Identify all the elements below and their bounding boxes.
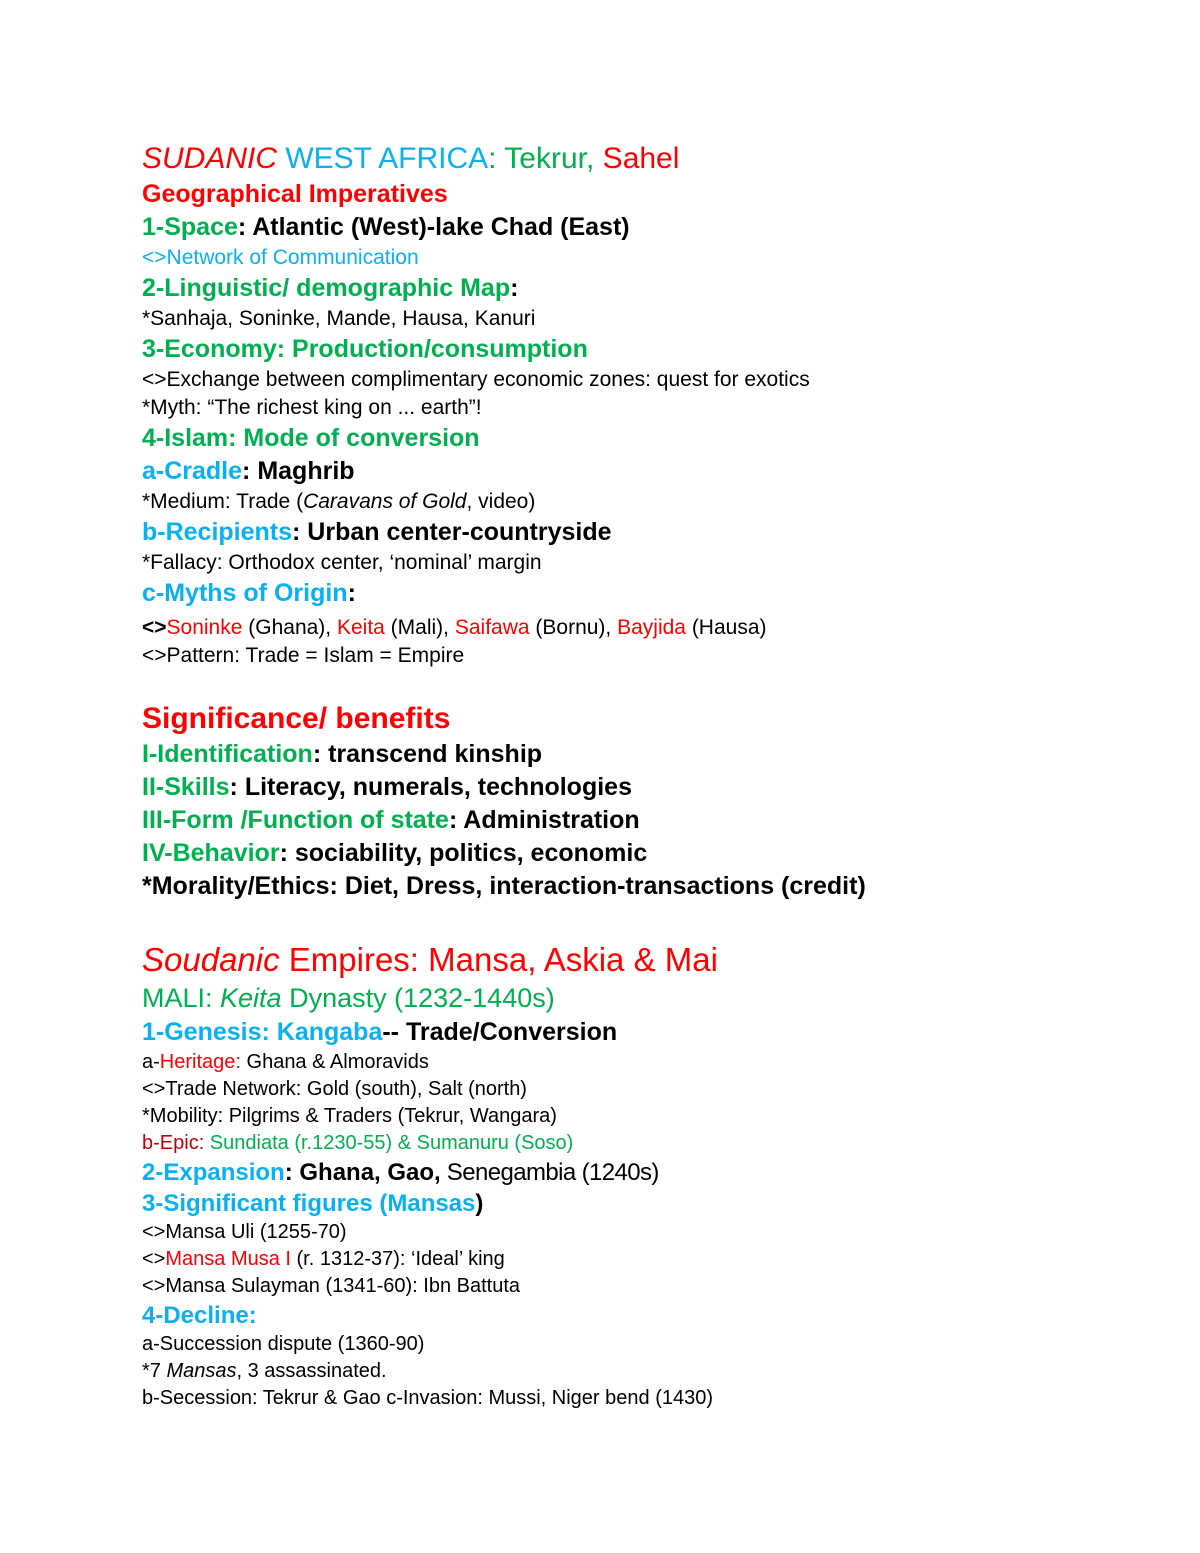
line-economy: 3-Economy: Production/consumption [142, 335, 588, 363]
text-genesis: -- Trade/Conversion [382, 1018, 618, 1046]
heritage-a: a- [142, 1051, 160, 1073]
origin-ghana: (Ghana), [242, 616, 337, 639]
line-expansion [142, 1157, 1152, 1188]
line-significant-figures [142, 1188, 1152, 1219]
title-west-africa: WEST AFRICA [277, 142, 489, 175]
line-origins [142, 614, 1152, 642]
title-soudanic: Soudanic [142, 941, 280, 978]
line-myths-of-origin [142, 577, 1152, 610]
line-fallacy: *Fallacy: Orthodox center, ‘nominal’ margin [142, 551, 542, 574]
text-mansa-musa: (r. 1312-37): ‘Ideal’ king [290, 1248, 505, 1270]
label-skills: II-Skills [142, 773, 230, 801]
text-epic: Sundiata (r.1230-55) & Sumanuru (Soso) [204, 1132, 574, 1154]
line-secession: b-Secession: Tekrur & Gao c-Invasion: Mussi, Niger bend (1430) [142, 1387, 714, 1409]
text-expansion: : Ghana, Gao, [284, 1159, 441, 1186]
line-linguistic-items: *Sanhaja, Soninke, Mande, Hausa, Kanuri [142, 307, 536, 330]
title-tekrur: : Tekrur, [488, 142, 595, 175]
document-page [142, 140, 1152, 1412]
line-morality: *Morality/Ethics: Diet, Dress, interaction-transactions (credit) [142, 872, 866, 900]
line-genesis [142, 1016, 1152, 1049]
label-cradle: a-Cradle [142, 457, 243, 485]
line-cradle [142, 455, 1152, 488]
origin-bayjida: Bayjida [617, 616, 686, 639]
mansas-text-2: , 3 assassinated. [236, 1360, 387, 1382]
label-space: 1-Space [142, 213, 238, 241]
label-behavior: IV-Behavior [142, 839, 280, 867]
line-pattern: <>Pattern: Trade = Islam = Empire [142, 644, 465, 667]
line-network: <>Network of Communication [142, 246, 419, 269]
mali-keita: Keita [220, 983, 282, 1013]
heading-significance: Significance/ benefits [142, 702, 451, 735]
label-significant-figures: 3-Significant figures (Mansas [142, 1190, 476, 1217]
line-decline: 4-Decline: [142, 1302, 257, 1329]
figures-close: ) [475, 1190, 484, 1217]
myths-colon: : [347, 579, 356, 607]
mali-label: MALI: [142, 983, 221, 1013]
text-recipients: : Urban center-countryside [292, 518, 612, 546]
musa-prefix: <> [142, 1248, 166, 1270]
label-genesis: 1-Genesis: Kangaba [142, 1018, 383, 1046]
origin-hausa: (Hausa) [685, 616, 767, 639]
label-identification: I-Identification [142, 740, 313, 768]
line-mansa-sulayman: <>Mansa Sulayman (1341-60): Ibn Battuta [142, 1275, 521, 1297]
heading-geographical-imperatives: Geographical Imperatives [142, 180, 448, 208]
text-heritage: Ghana & Almoravids [240, 1051, 429, 1073]
origin-saifawa: Saifawa [454, 616, 530, 639]
label-linguistic: 2-Linguistic/ demographic Map [142, 274, 511, 302]
line-linguistic [142, 272, 1152, 305]
mansas-text-1: *7 [142, 1360, 167, 1382]
medium-text-2: , video) [466, 490, 536, 513]
line-mali [142, 981, 1152, 1016]
title-empires: Empires: Mansa, Askia & Mai [279, 941, 718, 978]
line-identification [142, 738, 1152, 771]
label-expansion: 2-Expansion [142, 1159, 285, 1186]
mansas-italic: Mansas [166, 1360, 237, 1382]
line-succession: a-Succession dispute (1360-90) [142, 1333, 425, 1355]
line-epic [142, 1130, 1152, 1157]
line-behavior [142, 837, 1152, 870]
text-cradle: : Maghrib [242, 457, 355, 485]
line-form-function [142, 804, 1152, 837]
origin-bornu: (Bornu), [529, 616, 618, 639]
text-form-function: : Administration [448, 806, 640, 834]
text-identification: : transcend kinship [312, 740, 543, 768]
medium-caravans: Caravans of Gold [303, 490, 467, 513]
label-epic: b-Epic: [142, 1132, 205, 1154]
origin-soninke: Soninke [166, 616, 243, 639]
title-sudanic: SUDANIC [142, 142, 278, 175]
text-behavior: : sociability, politics, economic [279, 839, 648, 867]
line-mansas [142, 1358, 1152, 1385]
text-skills: : Literacy, numerals, technologies [229, 773, 632, 801]
text-senegambia: Senegambia (1240s) [440, 1159, 659, 1186]
origin-mali: (Mali), [384, 616, 455, 639]
line-islam: 4-Islam: Mode of conversion [142, 424, 480, 452]
label-form-function: III-Form /Function of state [142, 806, 449, 834]
line-mobility: *Mobility: Pilgrims & Traders (Tekrur, Wangara) [142, 1105, 557, 1127]
text-space: : Atlantic (West)-lake Chad (East) [237, 213, 630, 241]
line-recipients [142, 516, 1152, 549]
line-mansa-uli: <>Mansa Uli (1255-70) [142, 1221, 347, 1243]
origin-keita: Keita [336, 616, 385, 639]
line-myth: *Myth: “The richest king on ... earth”! [142, 396, 482, 419]
line-medium [142, 488, 1152, 516]
line-mansa-musa [142, 1246, 1152, 1273]
medium-text-1: *Medium: Trade ( [142, 490, 304, 513]
line-heritage [142, 1049, 1152, 1076]
section-title-sudanic [142, 140, 1152, 178]
label-recipients: b-Recipients [142, 518, 293, 546]
section-title-soudanic [142, 939, 1152, 981]
mali-dynasty: Dynasty (1232-1440s) [281, 983, 555, 1013]
line-space [142, 211, 1152, 244]
linguistic-colon: : [510, 274, 519, 302]
label-myths: c-Myths of Origin [142, 579, 348, 607]
label-heritage: Heritage: [159, 1051, 241, 1073]
line-trade-network: <>Trade Network: Gold (south), Salt (north) [142, 1078, 527, 1100]
line-exchange: <>Exchange between complimentary economic zones: quest for exotics [142, 368, 810, 391]
line-skills [142, 771, 1152, 804]
origin-prefix: <> [142, 616, 167, 639]
name-mansa-musa: Mansa Musa I [165, 1248, 291, 1270]
title-sahel: Sahel [594, 142, 680, 175]
